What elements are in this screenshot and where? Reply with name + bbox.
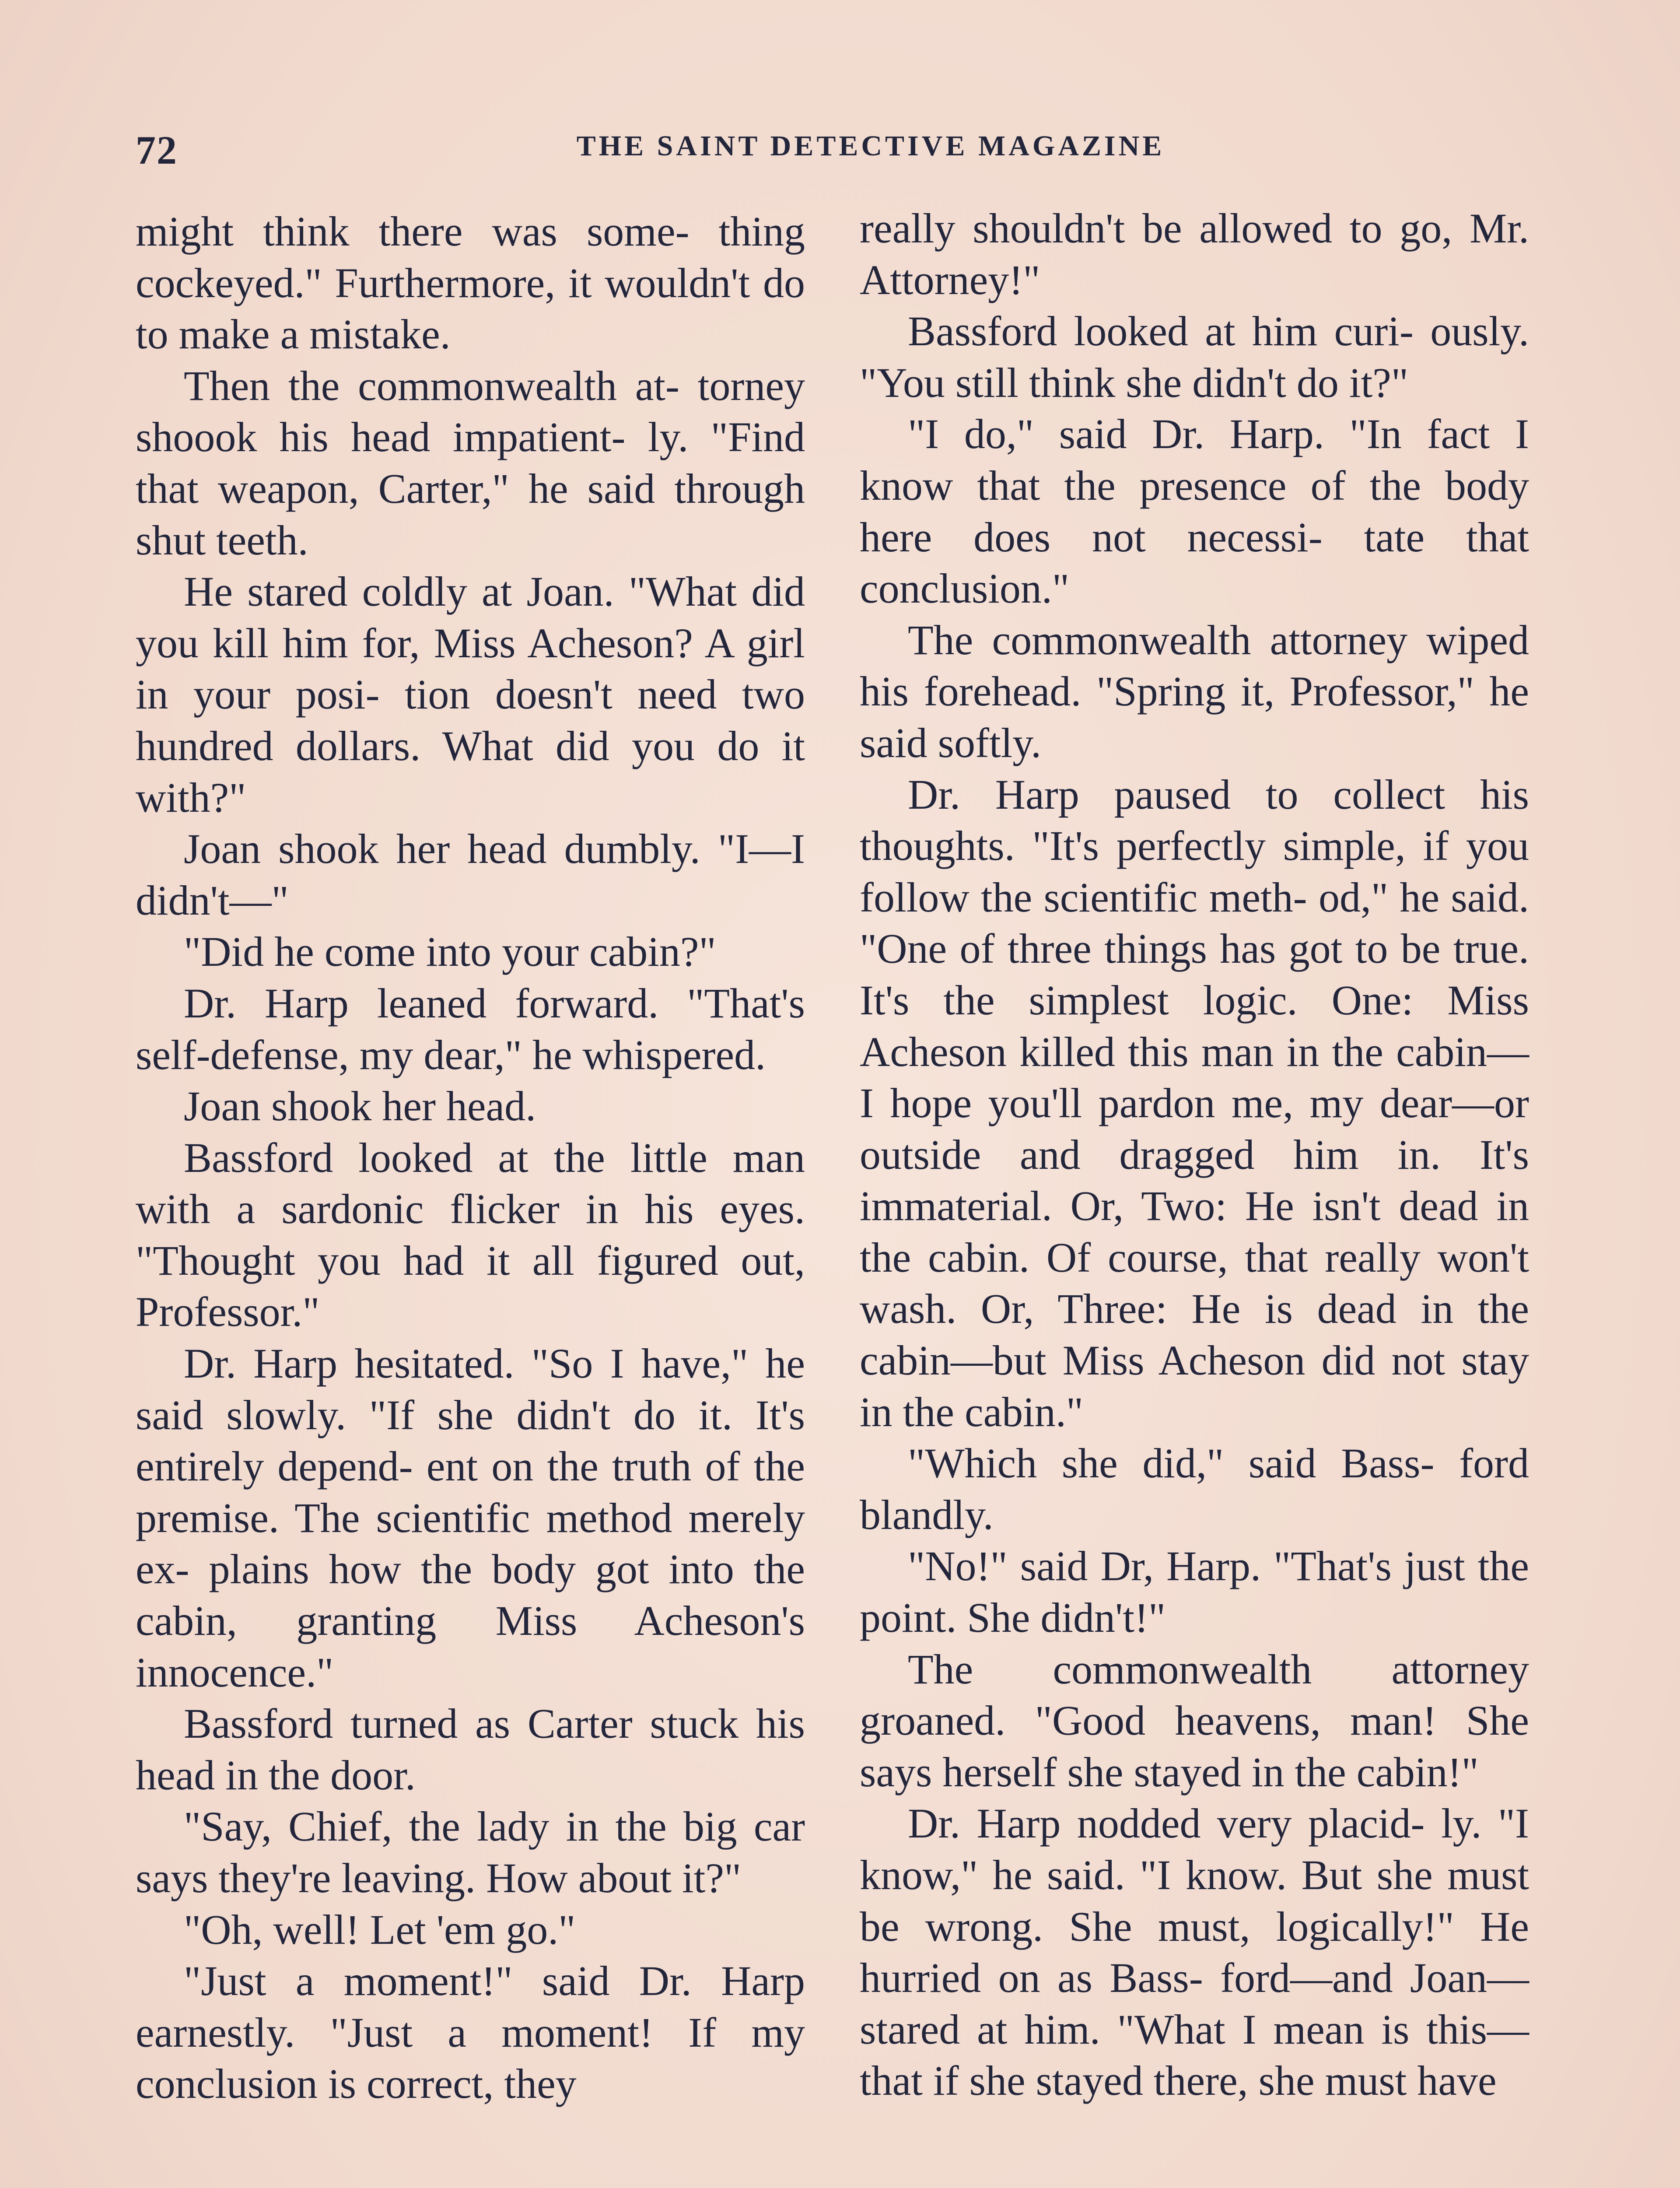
paragraph: Dr. Harp hesitated. "So I have," he said slowly. "If she didn't do it. It's entirely depend- ent on the truth of the premise. The scientific method merely ex- plains how the body got into the cabin, granting Miss Acheson's innocence." (136, 1340, 805, 1696)
paragraph: "Did he come into your cabin?" (184, 928, 716, 975)
paragraph: Joan shook her head dumbly. "I—I didn't—" (136, 825, 805, 924)
page-header (136, 127, 1544, 179)
paragraph: Dr. Harp paused to collect his thoughts. "It's perfectly simple, if you follow the scientific meth- od," he said. "One of three things has got to be true. It's the simplest logic. One: Miss Acheson killed this man in the cabin—I hope you'll pardon me, my dear—or outside and dragged him in. It's immaterial. Or, Two: He isn't dead in the cabin. Of course, that really won't wash. Or, Three: He is dead in the cabin—but Miss Acheson did not stay in the cabin." (860, 771, 1529, 1435)
paragraph: Joan shook her head. (184, 1083, 536, 1130)
right-text-column (860, 203, 1529, 2107)
paragraph: really shouldn't be allowed to go, Mr. Attorney!" (860, 205, 1529, 303)
paragraph: Then the commonwealth at- torney shoook his head impatient- ly. "Find that weapon, Carter," he said through shut teeth. (136, 362, 805, 564)
paragraph: Dr. Harp leaned forward. "That's self-defense, my dear," he whispered. (136, 979, 805, 1078)
paragraph: "I do," said Dr. Harp. "In fact I know that the presence of the body here does not necessi- tate that conclusion." (860, 410, 1529, 612)
paragraph: Bassford looked at the little man with a sardonic flicker in his eyes. "Thought you had it all figured out, Professor." (136, 1134, 805, 1336)
paragraph: might think there was some- thing cockeyed." Furthermore, it wouldn't do to make a mistake. (136, 208, 805, 358)
paragraph: "Oh, well! Let 'em go." (184, 1906, 576, 1953)
paragraph: He stared coldly at Joan. "What did you kill him for, Miss Acheson? A girl in your posi- tion doesn't need two hundred dollars. What did you do it with?" (136, 568, 805, 821)
paragraph: "No!" said Dr, Harp. "That's just the point. She didn't!" (860, 1543, 1529, 1641)
paragraph: "Say, Chief, the lady in the big car says they're leaving. How about it?" (136, 1803, 805, 1901)
paragraph: The commonwealth attorney groaned. "Good heavens, man! She says herself she stayed in the cabin!" (860, 1645, 1529, 1795)
paragraph: Bassford looked at him curi- ously. "You still think she didn't do it?" (860, 308, 1529, 406)
left-text-column (136, 206, 805, 2110)
paragraph: "Which she did," said Bass- ford blandly. (860, 1440, 1529, 1538)
paragraph: The commonwealth attorney wiped his forehead. "Spring it, Professor," he said softly. (860, 616, 1529, 766)
paragraph: Dr. Harp nodded very placid- ly. "I know," he said. "I know. But she must be wrong. She must, logically!" He hurried on as Bass- ford—and Joan—stared at him. "What I mean is this—that if she stayed there, she must have (860, 1800, 1529, 2104)
running-head-title: THE SAINT DETECTIVE MAGAZINE (576, 130, 1165, 162)
paragraph: Bassford turned as Carter stuck his head in the door. (136, 1700, 805, 1799)
page-number: 72 (136, 128, 178, 172)
paragraph: "Just a moment!" said Dr. Harp earnestly. "Just a moment! If my conclusion is correct, they (136, 1957, 805, 2107)
